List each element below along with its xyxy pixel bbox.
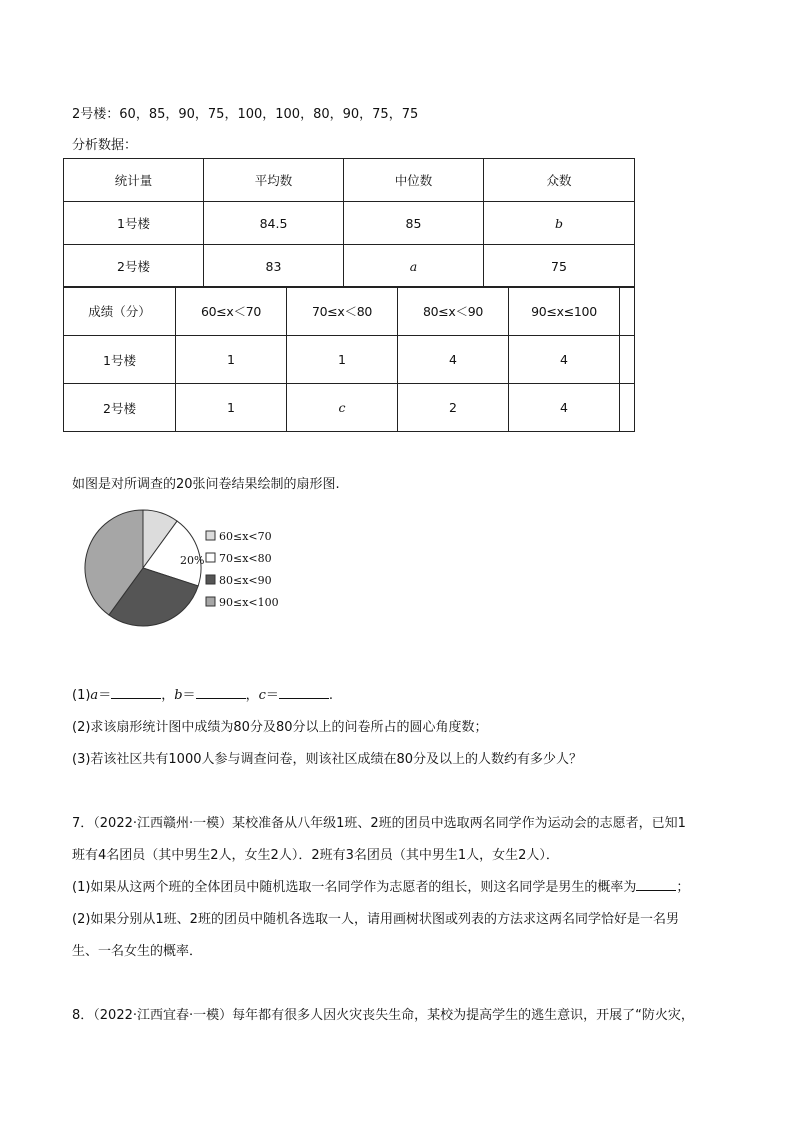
legend-label: 60≤x<70: [219, 530, 272, 543]
p7-line1: 7．（2022·江西赣州·一模）某校准备从八年级1班、2班的团员中选取两名同学作为运动会的志愿者，已知1: [72, 816, 686, 831]
score-cell: 4: [509, 336, 620, 384]
score-cell: c: [287, 384, 398, 432]
p7-line5: 生、一名女生的概率．: [72, 944, 203, 959]
score-cell: 2: [398, 384, 509, 432]
q1-line: (1)a＝ ，b＝ ，c＝ .: [72, 688, 334, 703]
p7-line4: (2)如果分别从1班、2班的团员中随机各选取一人，请用画树状图或列表的方法求这两名同学恰好是一名男: [72, 912, 679, 927]
stats-cell: 1号楼: [64, 202, 204, 245]
table-row: [64, 202, 635, 245]
score-cell: 1: [287, 336, 398, 384]
legend-swatch: [206, 597, 215, 606]
stats-header-cell: 众数: [484, 159, 635, 202]
empty-cell: [620, 287, 635, 336]
table-row: [64, 245, 635, 288]
data-line: 2号楼：60，85，90，75，100，100，80，90，75，75: [72, 107, 419, 122]
q3-line: (3)若该社区共有1000人参与调查问卷，则该社区成绩在80分及以上的人数约有多少人？: [72, 752, 583, 767]
stats-cell: 83: [204, 245, 344, 288]
pie-chart: [75, 505, 375, 635]
legend-swatch: [206, 553, 215, 562]
stats-cell: 2号楼: [64, 245, 204, 288]
score-header-cell: 60≤x＜70: [176, 287, 287, 336]
table-row: [64, 384, 635, 432]
pie-slice-label: 20%: [180, 554, 205, 567]
answer-blank-b[interactable]: [196, 686, 246, 699]
score-cell: 1: [176, 384, 287, 432]
stats-cell: a: [344, 245, 484, 288]
legend-swatch: [206, 575, 215, 584]
empty-cell: [620, 384, 635, 432]
score-header-cell: 80≤x＜90: [398, 287, 509, 336]
legend-label: 70≤x<80: [219, 552, 272, 565]
answer-blank-a[interactable]: [111, 686, 161, 699]
answer-blank-probability[interactable]: [636, 878, 676, 891]
score-table: [63, 286, 635, 432]
analyze-label: 分析数据：: [72, 138, 138, 153]
score-cell: 4: [509, 384, 620, 432]
stats-header-cell: 平均数: [204, 159, 344, 202]
p8-line1: 8．（2022·江西宜春·一模）每年都有很多人因火灾丧失生命，某校为提高学生的逃生意识，开展了“防火灾，: [72, 1008, 694, 1023]
answer-blank-c[interactable]: [279, 686, 329, 699]
stats-cell: 85: [344, 202, 484, 245]
stats-cell: 75: [484, 245, 635, 288]
score-header-cell: 成绩（分）: [64, 287, 176, 336]
legend-swatch: [206, 531, 215, 540]
legend-label: 80≤x<90: [219, 574, 272, 587]
q2-line: (2)求该扇形统计图中成绩为80分及80分以上的问卷所占的圆心角度数；: [72, 720, 488, 735]
score-header-cell: 70≤x＜80: [287, 287, 398, 336]
p7-line3: (1)如果从这两个班的全体团员中随机选取一名同学作为志愿者的组长，则这名同学是男生的概率为 ；: [72, 880, 690, 895]
p7-line2: 班有4名团员（其中男生2人，女生2人）．2班有3名团员（其中男生1人，女生2人）．: [72, 848, 559, 863]
stats-header-cell: 统计量: [64, 159, 204, 202]
score-cell: 1号楼: [64, 336, 176, 384]
score-header-cell: 90≤x≤100: [509, 287, 620, 336]
stats-cell: 84.5: [204, 202, 344, 245]
score-cell: 4: [398, 336, 509, 384]
score-cell: 2号楼: [64, 384, 176, 432]
stats-table: [63, 158, 635, 288]
score-cell: 1: [176, 336, 287, 384]
empty-cell: [620, 336, 635, 384]
stats-header-cell: 中位数: [344, 159, 484, 202]
stats-cell: b: [484, 202, 635, 245]
pie-intro: 如图是对所调查的20张问卷结果绘制的扇形图.: [72, 477, 340, 492]
legend-label: 90≤x<100: [219, 596, 279, 609]
table-row: [64, 336, 635, 384]
